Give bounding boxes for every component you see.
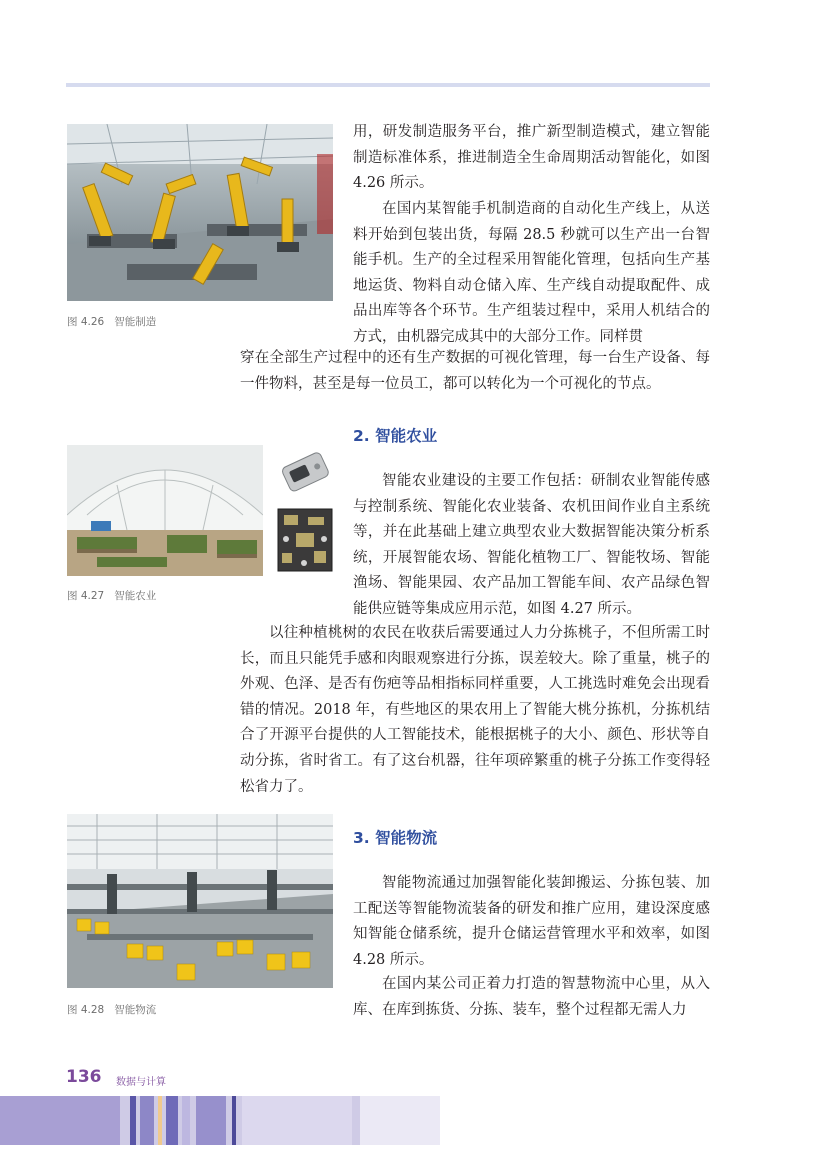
section2-paragraph-2: 以往种植桃树的农民在收获后需要通过人力分拣桃子，不但所需工时长，而且只能凭手感和肉眼观察进行分拣，误差较大。除了重量，桃子的外观、色泽、是否有伤疤等品相指标同样重要，人工挑选时难免会出现看错的情况。2018 年，有些地区的果农用上了智能大桃分拣机，分拣机结合了开源平台提供的人工智能技术，能根据桃子的大小、颜色、形状等自动分拣，省时省工。有了这台机器，往年项碎繁重的桃子分拣工作变得轻松省力了。	[240, 625, 710, 795]
figure-4-27-sensor-device-image	[274, 445, 336, 497]
page-number: 136	[66, 1067, 102, 1087]
section3-paragraph-1: 智能物流通过加强智能化装卸搬运、分拣包装、加工配送等智能物流装备的研发和推广应用，建设深度感知智能仓储系统，提升仓储运营管理水平和效率，如图 4.28 所示。	[353, 875, 710, 968]
figure-label: 智能物流	[114, 1004, 157, 1016]
top-decorative-band	[66, 83, 710, 87]
figure-number: 图 4.28	[67, 1004, 105, 1016]
section2-paragraph-1: 智能农业建设的主要工作包括：研制农业智能传感与控制系统、智能化农业装备、农机田间作业自主系统等，并在此基础上建立典型农业大数据智能决策分析系统，开展智能农场、智能化植物工厂、智能牧场、智能渔场、智能果园、农产品加工智能车间、农产品绿色智能供应链等集成应用示范，如图 4.27 所示。	[353, 473, 710, 617]
section3-heading: 3. 智能物流	[353, 829, 438, 847]
figure-4-28-caption	[67, 1002, 156, 1017]
figure-number: 图 4.26	[67, 316, 105, 328]
section1-paragraph-2-continued: 穿在全部生产过程中的还有生产数据的可视化管理，每一台生产设备、每一件物料，甚至是每一位员工，都可以转化为一个可视化的节点。	[240, 350, 710, 392]
section2-heading: 2. 智能农业	[353, 427, 438, 445]
figure-4-28-image	[67, 814, 333, 988]
figure-4-27-caption	[67, 588, 156, 603]
figure-4-27-circuit-board-image	[274, 505, 336, 575]
figure-number: 图 4.27	[67, 590, 105, 602]
section1-paragraph-2-wrapped: 在国内某智能手机制造商的自动化生产线上，从送料开始到包装出货，每隔 28.5 秒就可以生产出一台智能手机。生产的全过程采用智能化管理，包括向生产基地运货、物料自动仓储入库、生产线自动提取配件、成品出库等各个环节。生产组装过程中，采用人机结合的方式，由机器完成其中的大部分工作。同样贯	[353, 201, 710, 345]
section3-paragraph-2: 在国内某公司正着力打造的智慧物流中心里，从入库、在库到拣货、分拣、装车，整个过程都无需人力	[353, 976, 710, 1018]
figure-label: 智能农业	[114, 590, 157, 602]
figure-4-26-image	[67, 124, 333, 301]
figure-label: 智能制造	[114, 316, 157, 328]
section1-paragraph-1: 用，研发制造服务平台，推广新型制造模式，建立智能制造标准体系，推进制造全生命周期活动智能化，如图 4.26 所示。	[353, 124, 710, 192]
figure-4-26-caption	[67, 314, 156, 329]
figure-4-27-greenhouse-image	[67, 445, 263, 576]
book-title: 数据与计算	[116, 1077, 166, 1088]
footer-decorative-band	[0, 1096, 440, 1145]
